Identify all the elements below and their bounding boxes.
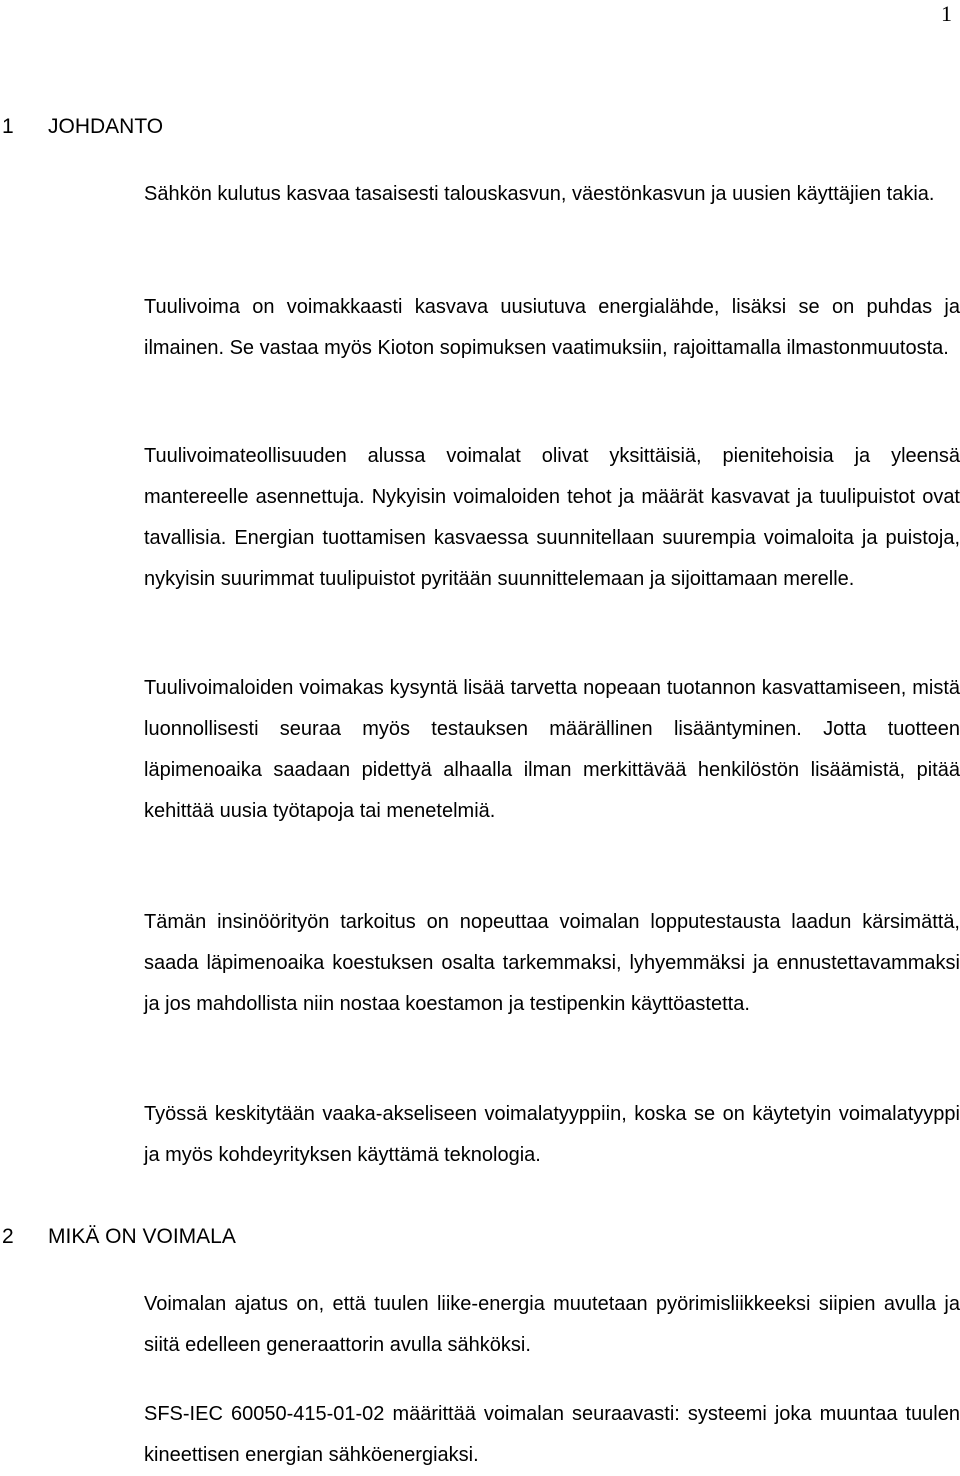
paragraph: Tuulivoimateollisuuden alussa voimalat olivat yksittäisiä, pienitehoisia ja yleensä mantereelle asennettuja. Nykyisin voimaloiden tehot ja määrät kasvavat ja tuulipuistot ovat tavallisia. Energian tuottamisen kasvaessa suunnitellaan suurempia voimaloita ja puistoja, nykyisin suurimmat tuulipuistot pyritään suunnittelemaan ja sijoittamaan merelle. (144, 445, 960, 590)
page-number: 1 (941, 1, 952, 26)
paragraph: Tämän insinöörityön tarkoitus on nopeuttaa voimalan lopputestausta laadun kärsimättä, saada läpimenoaika koestuksen osalta tarkemmaksi, lyhyemmäksi ja ennustettavammaksi ja jos mahdollista niin nostaa koestamon ja testipenkin käyttöastetta. (144, 911, 960, 1015)
paragraph: Tuulivoima on voimakkaasti kasvava uusiutuva energialähde, lisäksi se on puhdas ja ilmainen. Se vastaa myös Kioton sopimuksen vaatimuksiin, rajoittamalla ilmastonmuutosta. (144, 296, 960, 359)
paragraph: Voimalan ajatus on, että tuulen liike-energia muutetaan pyörimisliikkeeksi siipien avulla ja siitä edelleen generaattorin avulla sähköksi. (144, 1293, 960, 1356)
paragraph: Työssä keskitytään vaaka-akseliseen voimalatyyppiin, koska se on käytetyin voimalatyyppi ja myös kohdeyrityksen käyttämä teknologia. (144, 1103, 960, 1166)
section-number: 1 (2, 115, 14, 138)
paragraph: Sähkön kulutus kasvaa tasaisesti talouskasvun, väestönkasvun ja uusien käyttäjien takia. (144, 183, 935, 205)
section-title: JOHDANTO (48, 115, 164, 138)
section-heading-mika-on-voimala (0, 1224, 236, 1250)
paragraph: SFS-IEC 60050-415-01-02 määrittää voimalan seuraavasti: systeemi joka muuntaa tuulen kineettisen energian sähköenergiaksi. (144, 1403, 960, 1466)
section-heading-johdanto (0, 114, 163, 140)
section-title: MIKÄ ON VOIMALA (48, 1225, 236, 1248)
section-number: 2 (2, 1225, 14, 1248)
paragraph: Tuulivoimaloiden voimakas kysyntä lisää tarvetta nopeaan tuotannon kasvattamiseen, mistä luonnollisesti seuraa myös testauksen määrällinen lisääntyminen. Jotta tuotteen läpimenoaika saadaan pidettyä alhaalla ilman merkittävää henkilöstön lisäämistä, pitää kehittää uusia työtapoja tai menetelmiä. (144, 677, 960, 822)
